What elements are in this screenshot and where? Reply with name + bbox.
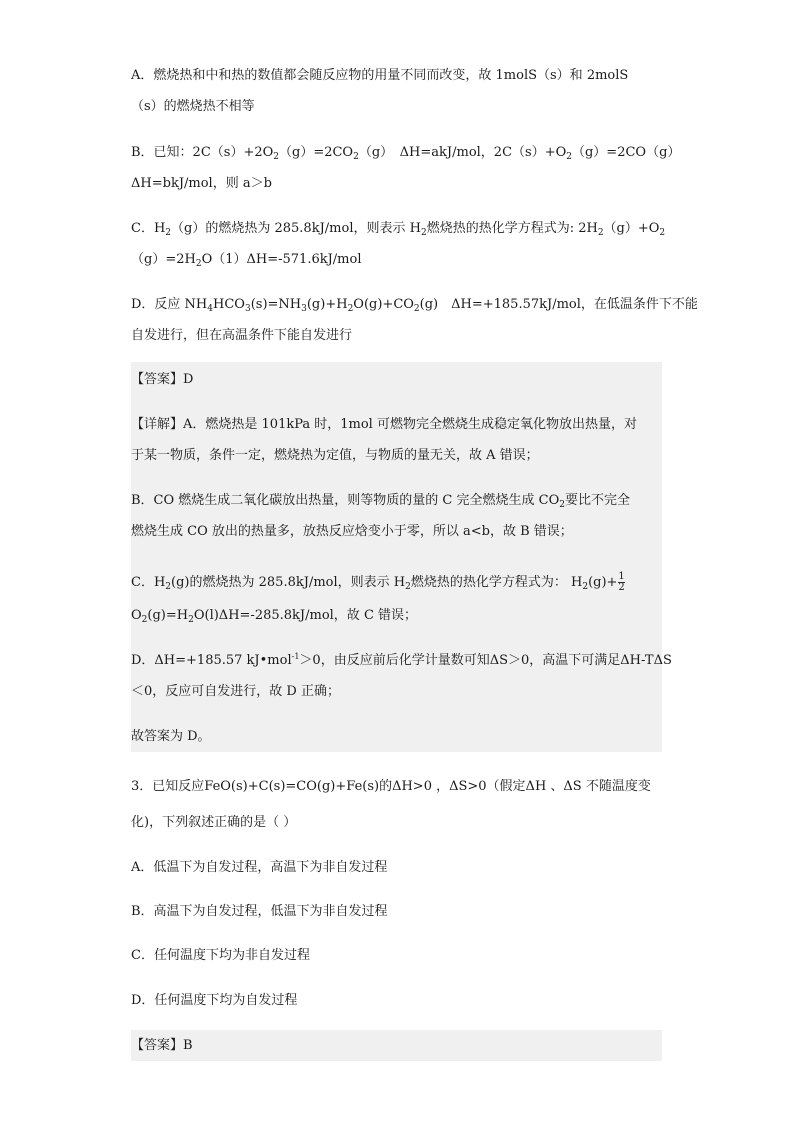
- q2-answer: 【答案】D: [131, 372, 194, 387]
- q2-detail-b-line2: 燃烧生成 CO 放出的热量多，放热反应焓变小于零，所以 a<b，故 B 错误；: [131, 524, 573, 539]
- q2-option-a-line2: （s）的燃烧热不相等: [131, 99, 255, 114]
- q2-option-b-line1: B．已知：$2C(s)+2O_2(g)=2CO_2(g)$ ΔH=akJ/mol，$2C(s)+O_2(g)=2CO(g)$: [131, 145, 681, 162]
- q3-stem-line1: 3．已知反应FeO(s)+C(s)=CO(g)+Fe(s)的ΔH>0 ，ΔS>0（假定ΔH 、ΔS 不随温度变: [131, 779, 651, 794]
- q2-option-c-line2: $(g)=2H_2O(1)\Delta H=-571.6kJ$/mol: [131, 252, 362, 269]
- q2-option-d-line1: D．反应 $NH_4HCO_3(s)=NH_3(g)+H_2O(g)+CO_2(g)$ ΔH=+185.57kJ/mol，在低温条件下不能: [131, 297, 698, 314]
- q2-detail-c-line2: $O_2(g)=H_2O(l)\Delta H=-285.8kJ$/mol，故 C 错误；: [131, 608, 418, 625]
- q2-detail-d-line1: D．ΔH=+185.57 kJ•mol$^{-1}$＞0，由反应前后化学计量数可知ΔS＞0，高温下可满足ΔH-TΔS: [131, 652, 672, 668]
- q2-detail-c-line1: C．$H_2(g)$的燃烧热为 285.8kJ/mol，则表示 $H_2$燃烧热的热化学方程式为： $H_2(g)+$ $\frac{1}{2}$: [131, 571, 625, 593]
- q2-option-b-line2: ΔH=bkJ/mol，则 a＞b: [131, 176, 272, 191]
- q2-conclusion: 故答案为 D。: [131, 729, 211, 744]
- q2-detail-d-line2: ＜0，反应可自发进行，故 D 正确；: [131, 684, 340, 699]
- q2-option-c-line1: C．$H_2(g)$的燃烧热为 285.8kJ/mol，则表示 $H_2$燃烧热的热化学方程式为: $2H_2(g)+O_2$: [131, 221, 666, 238]
- one-half-fraction: $\frac{1}{2}$: [618, 571, 625, 593]
- q2-detail-b-line1: B．CO 燃烧生成二氧化碳放出热量，则等物质的量的 C 完全燃烧生成 $CO_2$要比不完全: [131, 493, 630, 510]
- q3-option-b: B．高温下为自发过程，低温下为非自发过程: [131, 904, 388, 919]
- q3-option-c: C．任何温度下均为非自发过程: [131, 948, 310, 963]
- q3-option-a: A．低温下为自发过程，高温下为非自发过程: [131, 860, 388, 875]
- q2-option-d-line2: 自发进行，但在高温条件下能自发进行: [131, 328, 353, 343]
- q2-detail-a-line2: 于某一物质，条件一定，燃烧热为定值，与物质的量无关，故 A 错误；: [131, 448, 539, 463]
- q3-answer: 【答案】B: [131, 1038, 193, 1053]
- q2-option-a-line1: A．燃烧热和中和热的数值都会随反应物的用量不同而改变，故 1molS（s）和 2molS: [131, 68, 629, 83]
- q2-detail-a-line1: 【详解】A．燃烧热是 101kPa 时，1mol 可燃物完全燃烧生成稳定氧化物放出热量，对: [131, 417, 637, 432]
- q3-option-d: D．任何温度下均为自发过程: [131, 993, 298, 1008]
- q3-stem-line2: 化)，下列叙述正确的是（ ）: [131, 815, 297, 830]
